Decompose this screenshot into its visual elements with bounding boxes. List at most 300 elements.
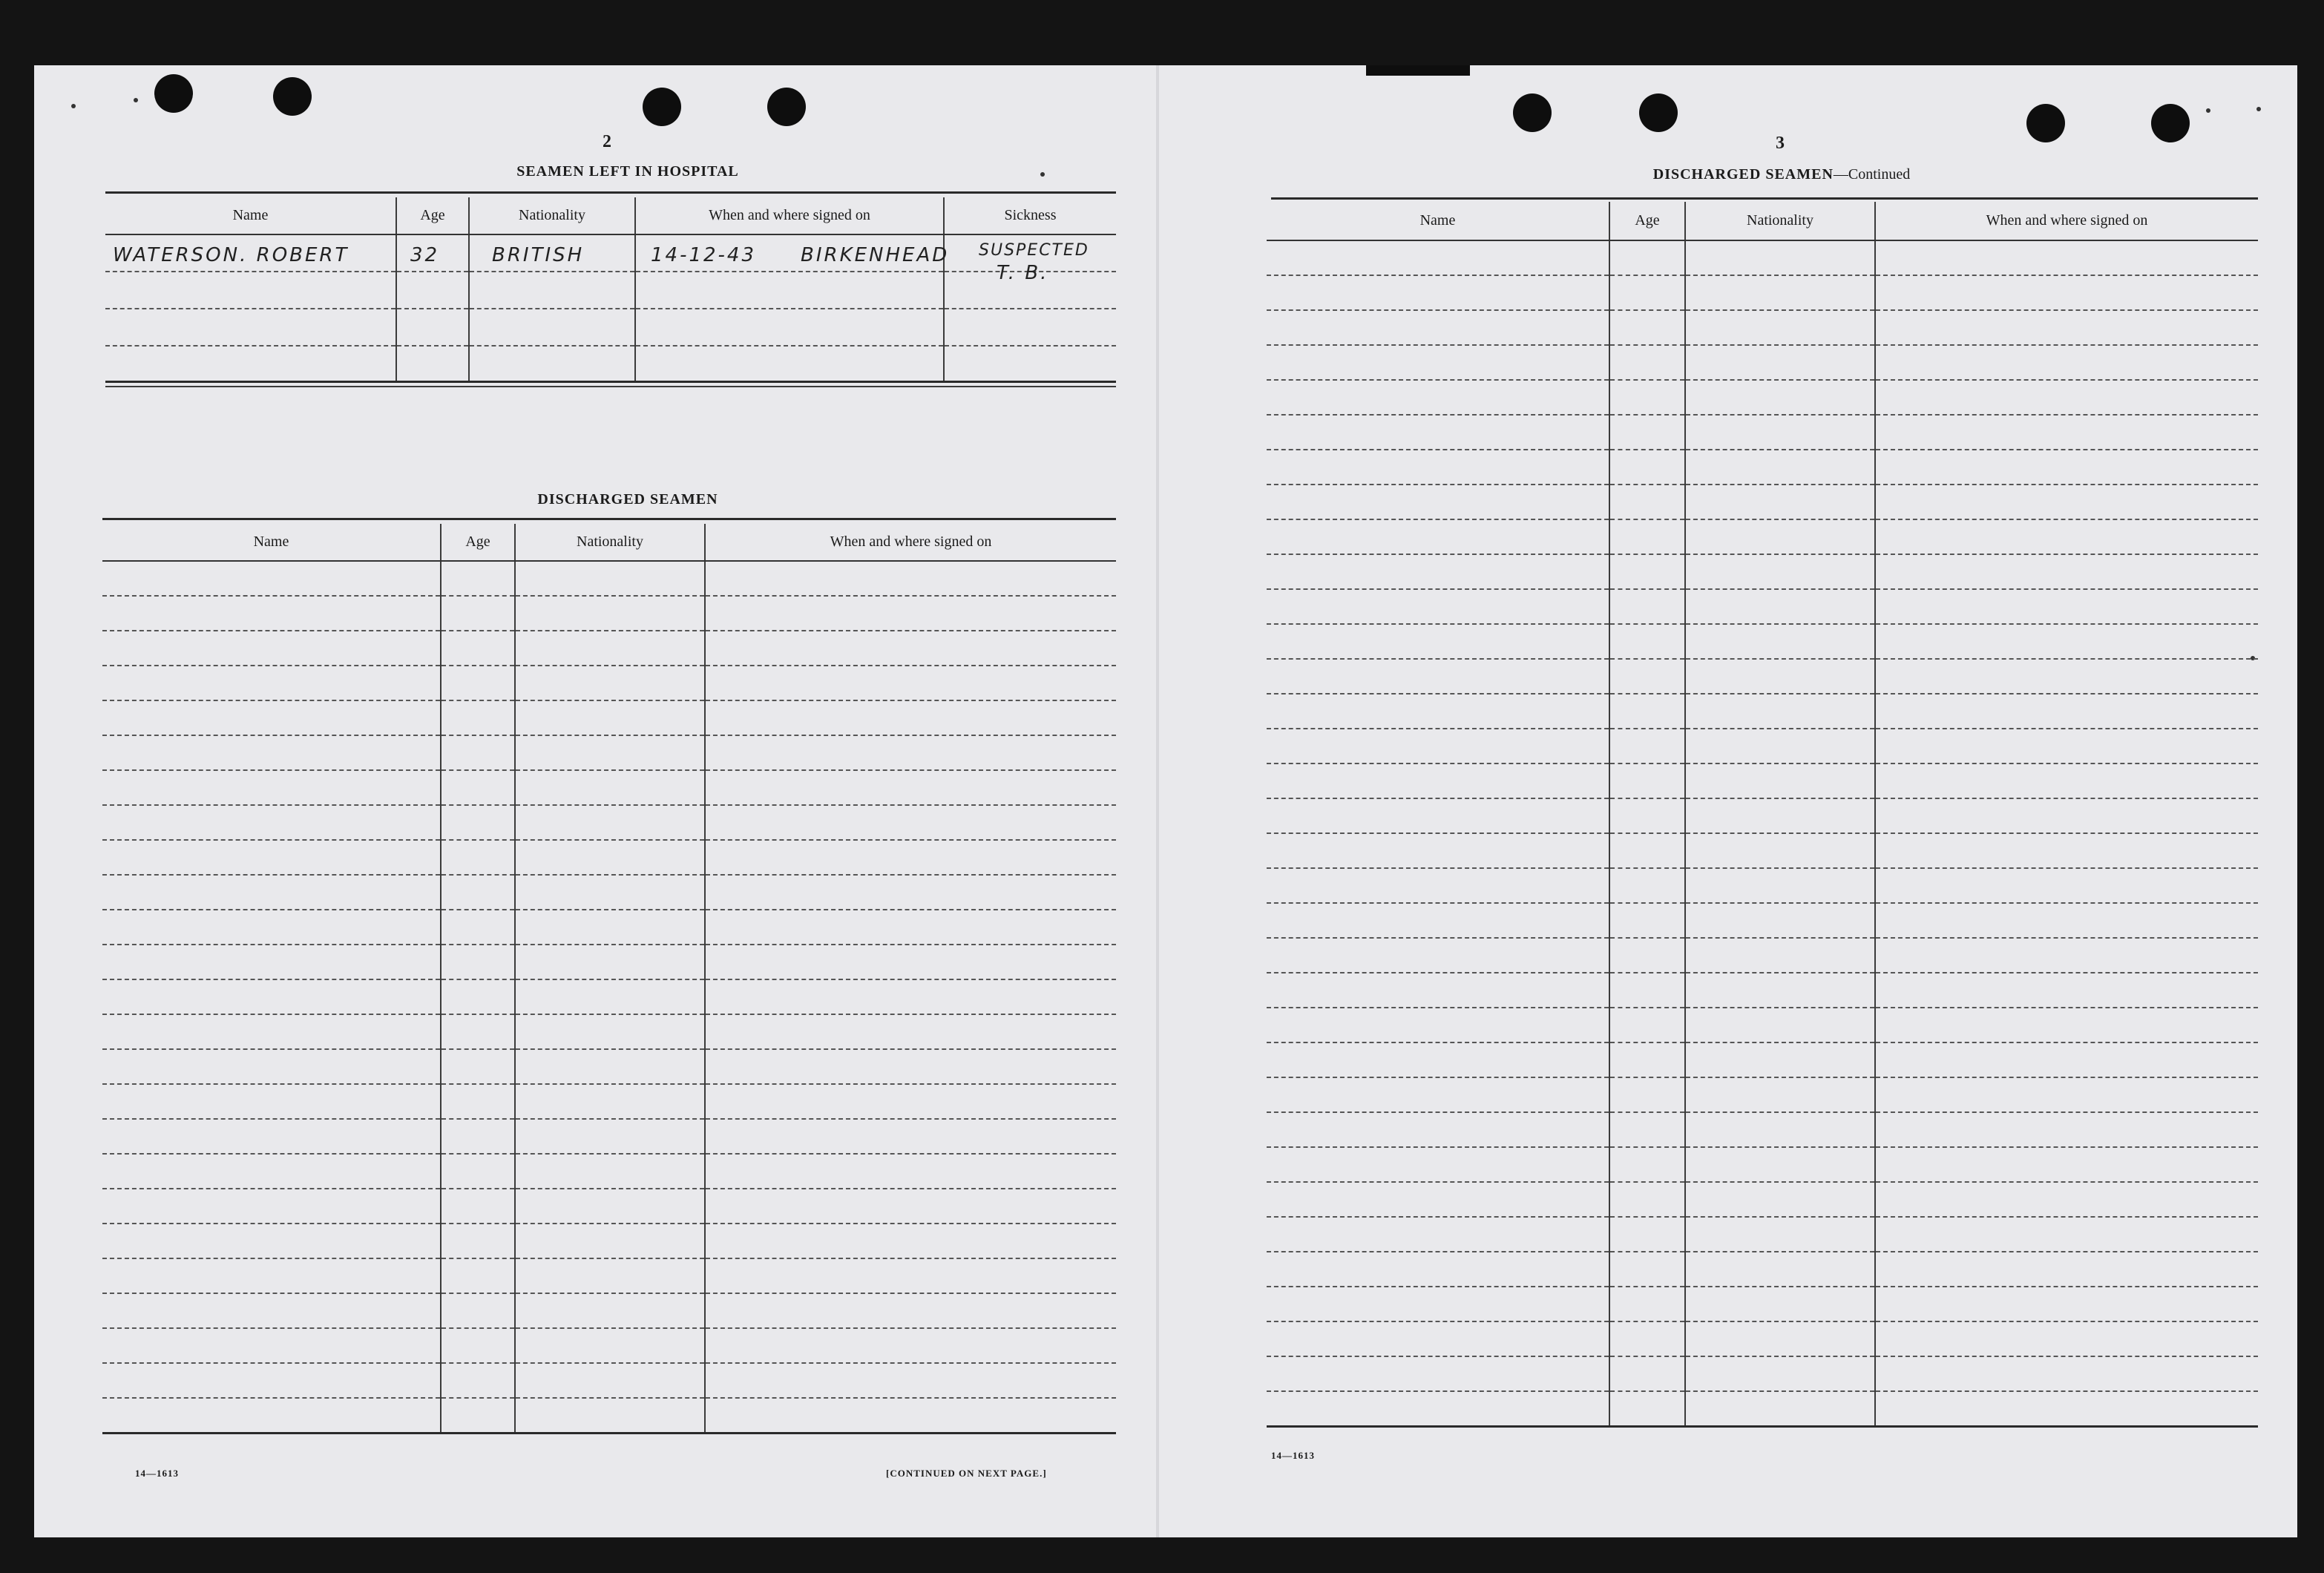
table-cell (1267, 275, 1609, 310)
table-cell (515, 1224, 705, 1258)
title-continued: —Continued (1833, 166, 1911, 183)
table-cell (1685, 1077, 1875, 1112)
table-cell (515, 1084, 705, 1119)
table-cell (441, 1154, 515, 1189)
col-header-nationality: Nationality (515, 524, 705, 561)
table-cell (1609, 1356, 1685, 1391)
table-cell (102, 1119, 441, 1154)
table-cell (102, 875, 441, 910)
table-cell (1685, 485, 1875, 519)
table-cell (102, 945, 441, 979)
table-cell (1267, 729, 1609, 763)
table-cell (1685, 763, 1875, 798)
col-header-nationality: Nationality (469, 197, 635, 234)
table-cell (102, 1224, 441, 1258)
punch-hole (767, 88, 806, 126)
table-cell (705, 875, 1116, 910)
table-cell (1609, 903, 1685, 938)
table-cell (1609, 729, 1685, 763)
table-cell (515, 805, 705, 840)
punch-hole (1513, 93, 1552, 132)
table-cell (102, 1154, 441, 1189)
punch-hole (273, 77, 312, 116)
table-row (1267, 1391, 2258, 1426)
table-cell (705, 1189, 1116, 1224)
table-cell (1609, 833, 1685, 868)
table-cell (1609, 519, 1685, 554)
discharged-continued-rows (1267, 240, 2258, 1426)
table-row (102, 1119, 1116, 1154)
table-row (1267, 1112, 2258, 1147)
table-cell (1609, 659, 1685, 694)
table-cell (1685, 833, 1875, 868)
table-cell (105, 309, 396, 346)
table-row (1267, 380, 2258, 415)
table-cell (1609, 1182, 1685, 1217)
table-cell (515, 979, 705, 1014)
table-row (102, 1014, 1116, 1049)
table-cell (705, 945, 1116, 979)
table-cell (705, 1224, 1116, 1258)
table-row (1267, 659, 2258, 694)
table-cell (705, 1293, 1116, 1328)
table-cell (102, 805, 441, 840)
table-row (102, 1258, 1116, 1293)
table-cell (1267, 903, 1609, 938)
table-cell (396, 272, 469, 309)
table-cell (1267, 345, 1609, 380)
table-cell (515, 1119, 705, 1154)
table-cell (1609, 798, 1685, 833)
table-cell (1875, 554, 2258, 589)
table-row (1267, 240, 2258, 275)
table-cell (469, 346, 635, 381)
table-cell (1685, 415, 1875, 450)
table-cell (1875, 1112, 2258, 1147)
table-row (102, 1154, 1116, 1189)
table-cell (102, 1049, 441, 1084)
entry-age-cell (396, 234, 469, 272)
right-page (1158, 65, 2297, 1537)
punch-hole (2151, 104, 2190, 142)
table-cell (1685, 1217, 1875, 1252)
table-cell (1685, 240, 1875, 275)
table-cell (1609, 1147, 1685, 1182)
table-cell (705, 770, 1116, 805)
table-cell (1875, 868, 2258, 903)
table-cell (1267, 1008, 1609, 1042)
table-cell (396, 309, 469, 346)
table-row (1267, 1252, 2258, 1287)
table-cell (1685, 1182, 1875, 1217)
table-cell (635, 309, 944, 346)
table-cell (1609, 485, 1685, 519)
table-cell (1875, 345, 2258, 380)
hospital-table (105, 197, 1116, 383)
table-row (102, 735, 1116, 770)
table-cell (1267, 380, 1609, 415)
table-row (102, 1293, 1116, 1328)
table-cell (1267, 310, 1609, 345)
table-cell (441, 910, 515, 945)
table-row (102, 945, 1116, 979)
table-cell (1267, 485, 1609, 519)
table-cell (102, 979, 441, 1014)
table-cell (1875, 798, 2258, 833)
table-row (1267, 554, 2258, 589)
table-cell (1267, 798, 1609, 833)
table-cell (105, 272, 396, 309)
table-cell (1685, 275, 1875, 310)
table-cell (515, 666, 705, 700)
table-row (102, 1328, 1116, 1363)
table-cell (1267, 1321, 1609, 1356)
table-cell (1875, 763, 2258, 798)
table-cell (1609, 450, 1685, 485)
table-cell (1685, 624, 1875, 659)
entry-nationality: BRITISH (492, 244, 585, 266)
table-cell (1875, 275, 2258, 310)
col-header-sickness: Sickness (944, 197, 1116, 234)
table-cell (1875, 450, 2258, 485)
table-cell (1685, 659, 1875, 694)
table-cell (1267, 868, 1609, 903)
page-number: 2 (603, 132, 611, 151)
table-cell (1875, 833, 2258, 868)
table-cell (441, 1049, 515, 1084)
entry-sickness-2: T. B. (997, 262, 1049, 284)
table-cell (1267, 1112, 1609, 1147)
table-row (102, 805, 1116, 840)
table-row (1267, 973, 2258, 1008)
table-row (1267, 275, 2258, 310)
table-cell (1875, 1321, 2258, 1356)
table-cell (515, 910, 705, 945)
table-cell (944, 272, 1116, 309)
table-cell (102, 1189, 441, 1224)
table-cell (105, 346, 396, 381)
table-cell (705, 1398, 1116, 1433)
table-cell (1609, 1077, 1685, 1112)
table-row (1267, 1356, 2258, 1391)
entry-nationality-cell (469, 234, 635, 272)
tear-mark (1366, 65, 1470, 76)
table-cell (441, 1119, 515, 1154)
table-cell (1267, 938, 1609, 973)
table-cell (1685, 1147, 1875, 1182)
title-main: DISCHARGED SEAMEN (1652, 166, 1834, 183)
table-cell (1267, 415, 1609, 450)
table-cell (1267, 1356, 1609, 1391)
section-title-discharged-continued (1411, 166, 2153, 183)
table-cell (1875, 624, 2258, 659)
table-cell (441, 945, 515, 979)
table-cell (705, 1049, 1116, 1084)
table-cell (1875, 938, 2258, 973)
table-cell (1267, 1077, 1609, 1112)
table-cell (1609, 1252, 1685, 1287)
table-cell (102, 700, 441, 735)
col-header-age: Age (396, 197, 469, 234)
table-cell (1267, 589, 1609, 624)
table-cell (1609, 763, 1685, 798)
table-row (102, 1049, 1116, 1084)
col-header-age: Age (1609, 202, 1685, 240)
table-cell (441, 770, 515, 805)
table-cell (1685, 798, 1875, 833)
table-cell (1609, 624, 1685, 659)
col-header-nationality: Nationality (1685, 202, 1875, 240)
table-cell (515, 1014, 705, 1049)
table-cell (1267, 1287, 1609, 1321)
table-cell (515, 631, 705, 666)
table-cell (1609, 240, 1685, 275)
top-rule (1271, 197, 2258, 200)
left-page (34, 65, 1158, 1537)
table-cell (1875, 380, 2258, 415)
punch-hole (643, 88, 681, 126)
table-cell (705, 735, 1116, 770)
table-cell (1267, 450, 1609, 485)
table-row (102, 666, 1116, 700)
col-header-signed-on: When and where signed on (705, 524, 1116, 561)
table-cell (102, 1398, 441, 1433)
table-cell (469, 272, 635, 309)
table-cell (1685, 1252, 1875, 1287)
table-cell (396, 346, 469, 381)
table-row (102, 1224, 1116, 1258)
table-cell (441, 735, 515, 770)
discharged-continued-table (1267, 202, 2258, 1428)
entry-name: WATERSON. ROBERT (113, 244, 349, 266)
table-cell (102, 770, 441, 805)
table-cell (1685, 310, 1875, 345)
table-cell (705, 1154, 1116, 1189)
table-cell (515, 1328, 705, 1363)
table-cell (441, 1398, 515, 1433)
table-cell (1267, 694, 1609, 729)
table-cell (441, 979, 515, 1014)
table-row (1267, 868, 2258, 903)
table-row (1267, 415, 2258, 450)
entry-signed-on-cell (635, 234, 950, 272)
table-cell (1685, 1008, 1875, 1042)
table-cell (705, 805, 1116, 840)
table-row (1267, 1077, 2258, 1112)
table-row (1267, 589, 2258, 624)
table-cell (1267, 833, 1609, 868)
speck (1040, 172, 1045, 177)
table-cell (1685, 938, 1875, 973)
table-cell (1609, 345, 1685, 380)
entry-name-cell (105, 234, 396, 272)
punch-hole (154, 74, 193, 113)
table-row (102, 596, 1116, 631)
table-cell (1609, 868, 1685, 903)
table-cell (1875, 1287, 2258, 1321)
form-number: 14—1613 (1271, 1450, 1315, 1461)
hospital-bottom-rule (105, 386, 1116, 387)
table-cell (1267, 519, 1609, 554)
table-cell (705, 840, 1116, 875)
table-row (1267, 1217, 2258, 1252)
table-cell (1875, 310, 2258, 345)
table-cell (705, 910, 1116, 945)
table-row (1267, 938, 2258, 973)
table-cell (515, 1363, 705, 1398)
table-cell (1267, 240, 1609, 275)
table-cell (1875, 1252, 2258, 1287)
table-cell (1685, 1287, 1875, 1321)
table-cell (515, 1293, 705, 1328)
table-cell (705, 979, 1116, 1014)
section-title-hospital: SEAMEN LEFT IN HOSPITAL (516, 163, 739, 180)
table-cell (469, 309, 635, 346)
table-cell (515, 840, 705, 875)
table-cell (1685, 450, 1875, 485)
table-cell (102, 666, 441, 700)
table-cell (1875, 1077, 2258, 1112)
table-cell (1685, 973, 1875, 1008)
table-row (102, 1363, 1116, 1398)
table-row (1267, 1042, 2258, 1077)
table-row (102, 875, 1116, 910)
col-header-name: Name (102, 524, 441, 561)
entry-age: 32 (410, 244, 440, 266)
table-cell (1267, 659, 1609, 694)
table-cell (1609, 1391, 1685, 1426)
table-cell (705, 1014, 1116, 1049)
table-cell (102, 1328, 441, 1363)
table-row (102, 561, 1116, 596)
table-cell (441, 840, 515, 875)
table-cell (1267, 1252, 1609, 1287)
table-cell (1609, 694, 1685, 729)
table-cell (1609, 380, 1685, 415)
table-cell (515, 1049, 705, 1084)
table-cell (1685, 868, 1875, 903)
table-row (102, 1398, 1116, 1433)
table-cell (1685, 554, 1875, 589)
section-title-discharged: DISCHARGED SEAMEN (537, 491, 718, 508)
entry-sickness: SUSPECTED (979, 241, 1089, 260)
table-cell (1875, 589, 2258, 624)
table-row (102, 770, 1116, 805)
table-cell (441, 631, 515, 666)
table-cell (1609, 1042, 1685, 1077)
speck (2256, 107, 2261, 111)
table-cell (1685, 903, 1875, 938)
col-header-name: Name (1267, 202, 1609, 240)
table-cell (1609, 1008, 1685, 1042)
table-row (1267, 519, 2258, 554)
table-cell (1875, 240, 2258, 275)
table-cell (1685, 694, 1875, 729)
table-cell (102, 1293, 441, 1328)
table-row (102, 910, 1116, 945)
table-cell (1609, 1321, 1685, 1356)
table-cell (1267, 973, 1609, 1008)
table-cell (1609, 275, 1685, 310)
table-cell (515, 770, 705, 805)
table-cell (515, 735, 705, 770)
top-rule (105, 191, 1116, 194)
table-cell (102, 561, 441, 596)
table-cell (705, 1119, 1116, 1154)
table-cell (1685, 1356, 1875, 1391)
table-cell (1875, 1008, 2258, 1042)
table-cell (1875, 1391, 2258, 1426)
table-cell (515, 561, 705, 596)
document-sheet (34, 65, 2297, 1537)
table-cell (102, 1363, 441, 1398)
table-row (1267, 1287, 2258, 1321)
table-cell (705, 1258, 1116, 1293)
table-cell (441, 700, 515, 735)
table-cell (705, 596, 1116, 631)
table-row (1267, 1182, 2258, 1217)
table-cell (515, 1154, 705, 1189)
table-cell (1685, 1391, 1875, 1426)
table-cell (441, 1293, 515, 1328)
table-row (1267, 1008, 2258, 1042)
table-cell (1267, 763, 1609, 798)
table-cell (1267, 1042, 1609, 1077)
entry-sickness-cell (944, 234, 1116, 284)
table-cell (441, 1014, 515, 1049)
table-cell (515, 875, 705, 910)
table-cell (635, 346, 944, 381)
table-cell (1685, 1042, 1875, 1077)
table-row (1267, 485, 2258, 519)
punch-hole (2026, 104, 2065, 142)
table-cell (1267, 1217, 1609, 1252)
table-cell (441, 561, 515, 596)
table-cell (1685, 729, 1875, 763)
table-cell (1875, 415, 2258, 450)
discharged-table (102, 524, 1116, 1434)
table-cell (441, 805, 515, 840)
table-cell (1609, 1287, 1685, 1321)
table-row (102, 700, 1116, 735)
col-header-age: Age (441, 524, 515, 561)
table-row (1267, 345, 2258, 380)
col-header-name: Name (105, 197, 396, 234)
table-cell (1875, 1182, 2258, 1217)
table-cell (705, 631, 1116, 666)
table-cell (441, 1328, 515, 1363)
table-cell (1609, 554, 1685, 589)
table-cell (944, 346, 1116, 381)
table-cell (1875, 1147, 2258, 1182)
table-cell (515, 1398, 705, 1433)
table-cell (1875, 659, 2258, 694)
form-number: 14—1613 (135, 1468, 179, 1479)
table-cell (1267, 554, 1609, 589)
table-cell (705, 666, 1116, 700)
table-row (102, 1189, 1116, 1224)
table-row (102, 979, 1116, 1014)
table-row (1267, 729, 2258, 763)
table-cell (1609, 938, 1685, 973)
table-cell (1609, 415, 1685, 450)
table-cell (102, 840, 441, 875)
table-row (102, 840, 1116, 875)
table-cell (515, 1189, 705, 1224)
table-cell (441, 1363, 515, 1398)
table-cell (1875, 729, 2258, 763)
table-row (1267, 798, 2258, 833)
